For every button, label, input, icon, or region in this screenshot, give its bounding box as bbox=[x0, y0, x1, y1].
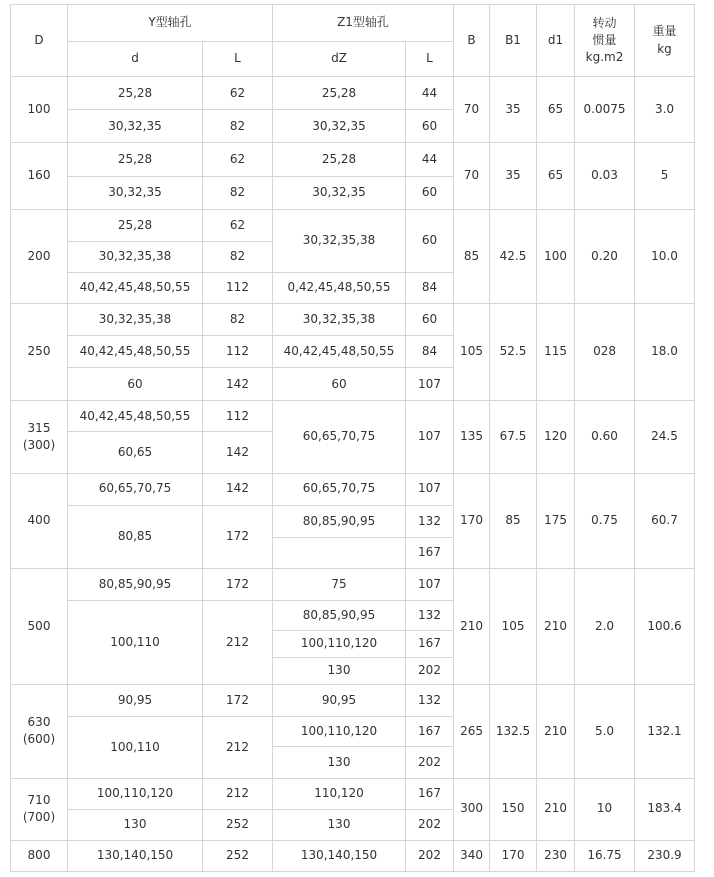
cell-y-L: 62 bbox=[203, 77, 273, 110]
cell-B: 170 bbox=[454, 473, 490, 568]
cell-d: 40,42,45,48,50,55 bbox=[68, 401, 203, 432]
cell-dZ: 30,32,35 bbox=[273, 176, 406, 209]
cell-d: 100,110 bbox=[68, 600, 203, 684]
cell-d: 60,65 bbox=[68, 432, 203, 473]
cell-D-main: 315 bbox=[27, 420, 51, 435]
cell-d1: 120 bbox=[537, 401, 575, 473]
cell-y-L: 112 bbox=[203, 336, 273, 368]
cell-d: 100,110,120 bbox=[68, 778, 203, 809]
cell-z-L: 132 bbox=[406, 685, 454, 717]
cell-d1: 65 bbox=[537, 143, 575, 209]
cell-B1: 35 bbox=[490, 143, 537, 209]
cell-y-L: 172 bbox=[203, 568, 273, 600]
cell-d: 30,32,35 bbox=[68, 110, 203, 143]
cell-z-L: 107 bbox=[406, 401, 454, 473]
header-z1-group: Z1型轴孔 bbox=[273, 5, 454, 42]
header-B1: B1 bbox=[490, 5, 537, 77]
cell-B: 300 bbox=[454, 778, 490, 840]
cell-d: 80,85 bbox=[68, 505, 203, 568]
cell-y-L: 252 bbox=[203, 809, 273, 840]
cell-d: 60 bbox=[68, 368, 203, 401]
cell-dZ: 30,32,35,38 bbox=[273, 209, 406, 272]
header-inertia-line1: 转动 bbox=[592, 15, 617, 30]
cell-dZ: 60 bbox=[273, 368, 406, 401]
cell-D-alt: (700) bbox=[22, 810, 56, 825]
cell-inertia: 0.03 bbox=[575, 143, 635, 209]
cell-d: 130 bbox=[68, 809, 203, 840]
cell-inertia: 2.0 bbox=[575, 568, 635, 684]
cell-y-L: 142 bbox=[203, 473, 273, 505]
header-weight-line1: 重量 bbox=[652, 24, 677, 39]
cell-z-L: 107 bbox=[406, 568, 454, 600]
cell-inertia: 0.20 bbox=[575, 209, 635, 303]
cell-d: 25,28 bbox=[68, 143, 203, 176]
cell-z-L: 107 bbox=[406, 473, 454, 505]
cell-d: 25,28 bbox=[68, 77, 203, 110]
cell-y-L: 82 bbox=[203, 303, 273, 335]
cell-B1: 85 bbox=[490, 473, 537, 568]
cell-B: 70 bbox=[454, 143, 490, 209]
cell-weight: 24.5 bbox=[635, 401, 695, 473]
cell-y-L: 142 bbox=[203, 432, 273, 473]
cell-y-L: 212 bbox=[203, 778, 273, 809]
header-inertia bbox=[575, 5, 635, 77]
cell-weight: 5 bbox=[635, 143, 695, 209]
cell-weight: 60.7 bbox=[635, 473, 695, 568]
cell-z-L: 167 bbox=[406, 631, 454, 658]
cell-inertia: 0.75 bbox=[575, 473, 635, 568]
cell-z-L: 60 bbox=[406, 209, 454, 272]
cell-D: 160 bbox=[11, 143, 68, 209]
coupling-spec-table bbox=[10, 4, 695, 872]
header-D: D bbox=[11, 5, 68, 77]
cell-B: 340 bbox=[454, 840, 490, 871]
cell-z-L: 84 bbox=[406, 272, 454, 303]
cell-dZ: 100,110,120 bbox=[273, 717, 406, 747]
header-dZ: dZ bbox=[273, 42, 406, 77]
cell-dZ: 130 bbox=[273, 809, 406, 840]
cell-d1: 115 bbox=[537, 303, 575, 400]
cell-B1: 52.5 bbox=[490, 303, 537, 400]
cell-dZ: 30,32,35,38 bbox=[273, 303, 406, 335]
cell-y-L: 62 bbox=[203, 143, 273, 176]
cell-D: 250 bbox=[11, 303, 68, 400]
cell-B: 210 bbox=[454, 568, 490, 684]
cell-B1: 105 bbox=[490, 568, 537, 684]
cell-y-L: 212 bbox=[203, 600, 273, 684]
cell-z-L: 167 bbox=[406, 717, 454, 747]
header-d1: d1 bbox=[537, 5, 575, 77]
cell-z-L: 44 bbox=[406, 77, 454, 110]
cell-dZ: 100,110,120 bbox=[273, 631, 406, 658]
cell-dZ: 75 bbox=[273, 568, 406, 600]
cell-B: 135 bbox=[454, 401, 490, 473]
cell-d: 25,28 bbox=[68, 209, 203, 241]
cell-d1: 210 bbox=[537, 568, 575, 684]
cell-dZ: 130,140,150 bbox=[273, 840, 406, 871]
cell-inertia: 10 bbox=[575, 778, 635, 840]
cell-B1: 35 bbox=[490, 77, 537, 143]
cell-d1: 65 bbox=[537, 77, 575, 143]
cell-weight: 183.4 bbox=[635, 778, 695, 840]
cell-dZ: 90,95 bbox=[273, 685, 406, 717]
cell-D-alt: (600) bbox=[22, 732, 56, 747]
cell-D bbox=[11, 401, 68, 473]
cell-y-L: 212 bbox=[203, 717, 273, 778]
cell-y-L: 142 bbox=[203, 368, 273, 401]
cell-y-L: 62 bbox=[203, 209, 273, 241]
cell-z-L: 60 bbox=[406, 176, 454, 209]
cell-z-L: 132 bbox=[406, 600, 454, 630]
cell-y-L: 172 bbox=[203, 505, 273, 568]
cell-D-alt: (300) bbox=[22, 437, 56, 452]
cell-D: 500 bbox=[11, 568, 68, 684]
cell-weight: 230.9 bbox=[635, 840, 695, 871]
cell-y-L: 252 bbox=[203, 840, 273, 871]
cell-y-L: 112 bbox=[203, 272, 273, 303]
cell-dZ: 80,85,90,95 bbox=[273, 600, 406, 630]
cell-D-main: 710 bbox=[27, 792, 51, 807]
cell-d: 80,85,90,95 bbox=[68, 568, 203, 600]
cell-dZ: 25,28 bbox=[273, 77, 406, 110]
cell-d: 90,95 bbox=[68, 685, 203, 717]
cell-inertia: 0.60 bbox=[575, 401, 635, 473]
cell-y-L: 112 bbox=[203, 401, 273, 432]
cell-dZ: 40,42,45,48,50,55 bbox=[273, 336, 406, 368]
cell-d1: 210 bbox=[537, 778, 575, 840]
header-inertia-unit: kg.m2 bbox=[585, 50, 624, 65]
header-weight-unit: kg bbox=[657, 41, 672, 56]
header-y-group: Y型轴孔 bbox=[68, 5, 273, 42]
cell-dZ: 60,65,70,75 bbox=[273, 401, 406, 473]
header-inertia-line2: 惯量 bbox=[592, 32, 617, 47]
cell-dZ: 0,42,45,48,50,55 bbox=[273, 272, 406, 303]
header-z-L: L bbox=[406, 42, 454, 77]
cell-dZ: 60,65,70,75 bbox=[273, 473, 406, 505]
cell-B1: 132.5 bbox=[490, 685, 537, 778]
cell-y-L: 82 bbox=[203, 176, 273, 209]
cell-d: 60,65,70,75 bbox=[68, 473, 203, 505]
cell-dZ: 110,120 bbox=[273, 778, 406, 809]
cell-D bbox=[11, 778, 68, 840]
cell-B: 105 bbox=[454, 303, 490, 400]
cell-dZ: 80,85,90,95 bbox=[273, 505, 406, 537]
cell-y-L: 172 bbox=[203, 685, 273, 717]
cell-z-L: 60 bbox=[406, 303, 454, 335]
cell-weight: 100.6 bbox=[635, 568, 695, 684]
cell-D-main: 630 bbox=[27, 714, 51, 729]
cell-B: 70 bbox=[454, 77, 490, 143]
cell-z-L: 60 bbox=[406, 110, 454, 143]
cell-d: 130,140,150 bbox=[68, 840, 203, 871]
cell-weight: 3.0 bbox=[635, 77, 695, 143]
cell-z-L: 107 bbox=[406, 368, 454, 401]
cell-dZ: 25,28 bbox=[273, 143, 406, 176]
cell-dZ bbox=[273, 537, 406, 568]
cell-z-L: 132 bbox=[406, 505, 454, 537]
cell-y-L: 82 bbox=[203, 241, 273, 272]
cell-D bbox=[11, 685, 68, 778]
cell-y-L: 82 bbox=[203, 110, 273, 143]
cell-D: 800 bbox=[11, 840, 68, 871]
cell-d: 40,42,45,48,50,55 bbox=[68, 336, 203, 368]
cell-z-L: 202 bbox=[406, 747, 454, 778]
cell-D: 100 bbox=[11, 77, 68, 143]
cell-weight: 10.0 bbox=[635, 209, 695, 303]
cell-weight: 18.0 bbox=[635, 303, 695, 400]
cell-d: 30,32,35,38 bbox=[68, 241, 203, 272]
cell-z-L: 202 bbox=[406, 840, 454, 871]
cell-D: 400 bbox=[11, 473, 68, 568]
cell-D: 200 bbox=[11, 209, 68, 303]
header-d: d bbox=[68, 42, 203, 77]
cell-d1: 230 bbox=[537, 840, 575, 871]
cell-dZ: 130 bbox=[273, 747, 406, 778]
cell-d1: 100 bbox=[537, 209, 575, 303]
cell-z-L: 167 bbox=[406, 778, 454, 809]
cell-B1: 150 bbox=[490, 778, 537, 840]
cell-d1: 175 bbox=[537, 473, 575, 568]
cell-B1: 42.5 bbox=[490, 209, 537, 303]
header-B: B bbox=[454, 5, 490, 77]
header-y-L: L bbox=[203, 42, 273, 77]
cell-inertia: 0.0075 bbox=[575, 77, 635, 143]
header-weight bbox=[635, 5, 695, 77]
cell-d: 40,42,45,48,50,55 bbox=[68, 272, 203, 303]
cell-z-L: 84 bbox=[406, 336, 454, 368]
cell-B: 85 bbox=[454, 209, 490, 303]
cell-d: 30,32,35,38 bbox=[68, 303, 203, 335]
cell-inertia: 028 bbox=[575, 303, 635, 400]
cell-inertia: 16.75 bbox=[575, 840, 635, 871]
cell-B: 265 bbox=[454, 685, 490, 778]
cell-z-L: 202 bbox=[406, 658, 454, 685]
cell-z-L: 167 bbox=[406, 537, 454, 568]
cell-weight: 132.1 bbox=[635, 685, 695, 778]
cell-B1: 67.5 bbox=[490, 401, 537, 473]
cell-d: 30,32,35 bbox=[68, 176, 203, 209]
cell-z-L: 44 bbox=[406, 143, 454, 176]
cell-B1: 170 bbox=[490, 840, 537, 871]
cell-inertia: 5.0 bbox=[575, 685, 635, 778]
cell-dZ: 30,32,35 bbox=[273, 110, 406, 143]
cell-z-L: 202 bbox=[406, 809, 454, 840]
cell-dZ: 130 bbox=[273, 658, 406, 685]
cell-d1: 210 bbox=[537, 685, 575, 778]
cell-d: 100,110 bbox=[68, 717, 203, 778]
